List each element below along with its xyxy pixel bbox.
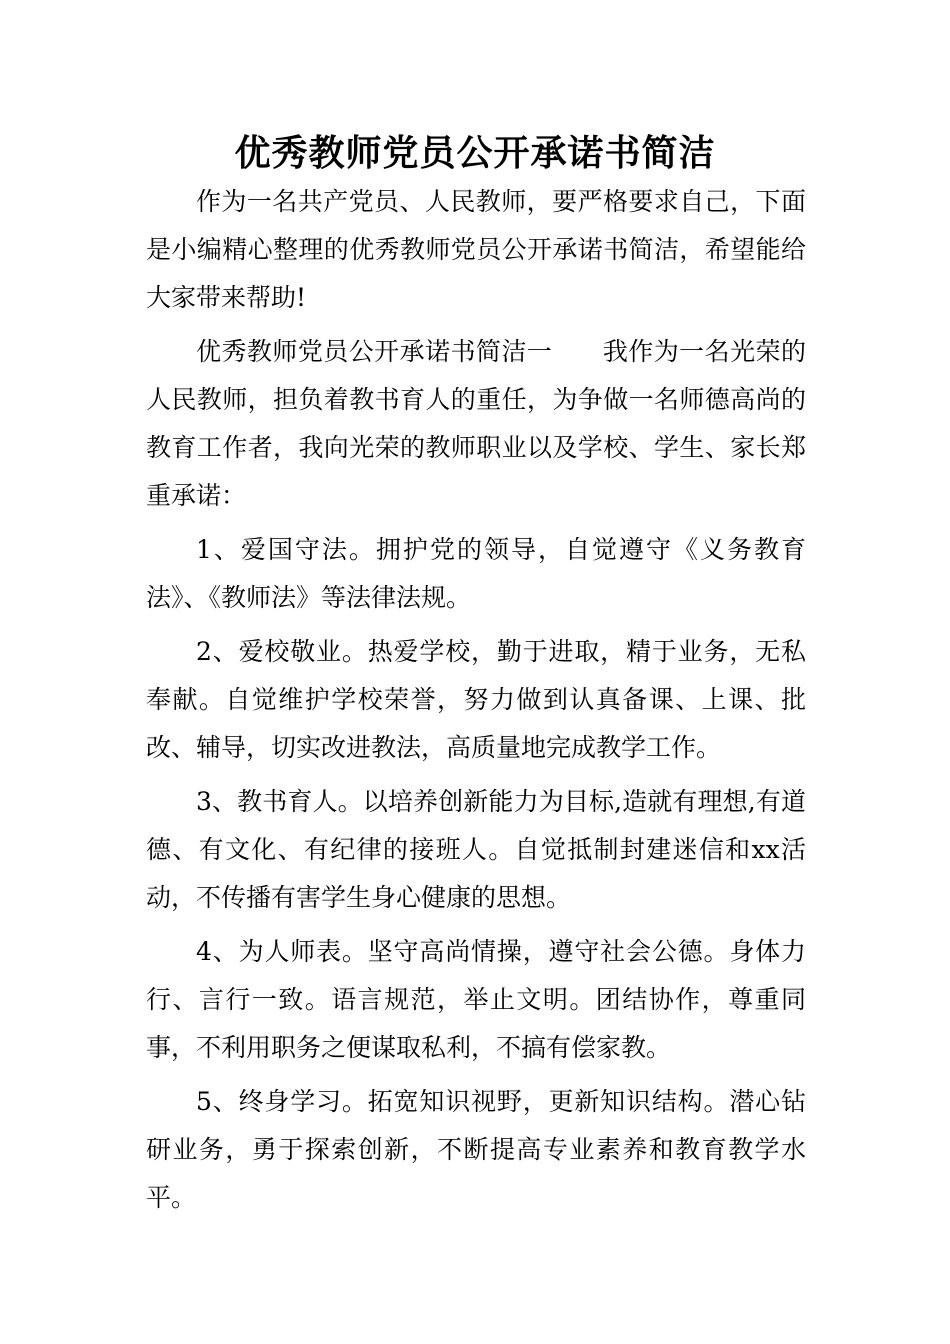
section-heading: 优秀教师党员公开承诺书简洁一 — [196, 337, 553, 366]
document-body — [146, 178, 806, 1228]
intro-paragraph: 作为一名共产党员、人民教师，要严格要求自己，下面是小编精心整理的优秀教师党员公开承诺书简洁，希望能给大家带来帮助! — [146, 187, 806, 312]
commitment-item-1: 1、爱国守法。拥护党的领导，自觉遵守《义务教育法》、《教师法》等法律法规。 — [146, 535, 806, 612]
commitment-item-3: 3、教书育人。以培养创新能力为目标,造就有理想,有道德、有文化、有纪律的接班人。自觉抵制封建迷信和xx活动，不传播有害学生身心健康的思想。 — [146, 787, 806, 912]
document-title: 优秀教师党员公开承诺书简洁 — [234, 132, 716, 174]
section-opening: 我作为一名光荣的人民教师，担负着教书育人的重任，为争做一名师德高尚的教育工作者，我向光荣的教师职业以及学校、学生、家长郑重承诺： — [146, 337, 806, 510]
commitment-item-5: 5、终身学习。拓宽知识视野，更新知识结构。潜心钻研业务，勇于探索创新，不断提高专业素养和教育教学水平。 — [146, 1087, 806, 1212]
commitment-item-4: 4、为人师表。坚守高尚情操，遵守社会公德。身体力行、言行一致。语言规范，举止文明。团结协作，尊重同事，不利用职务之便谋取私利，不搞有偿家教。 — [146, 937, 806, 1062]
section-paragraph — [146, 328, 806, 520]
commitment-item-2: 2、爱校敬业。热爱学校，勤于进取，精于业务，无私奉献。自觉维护学校荣誉，努力做到认真备课、上课、批改、辅导，切实改进教法，高质量地完成教学工作。 — [146, 637, 806, 762]
